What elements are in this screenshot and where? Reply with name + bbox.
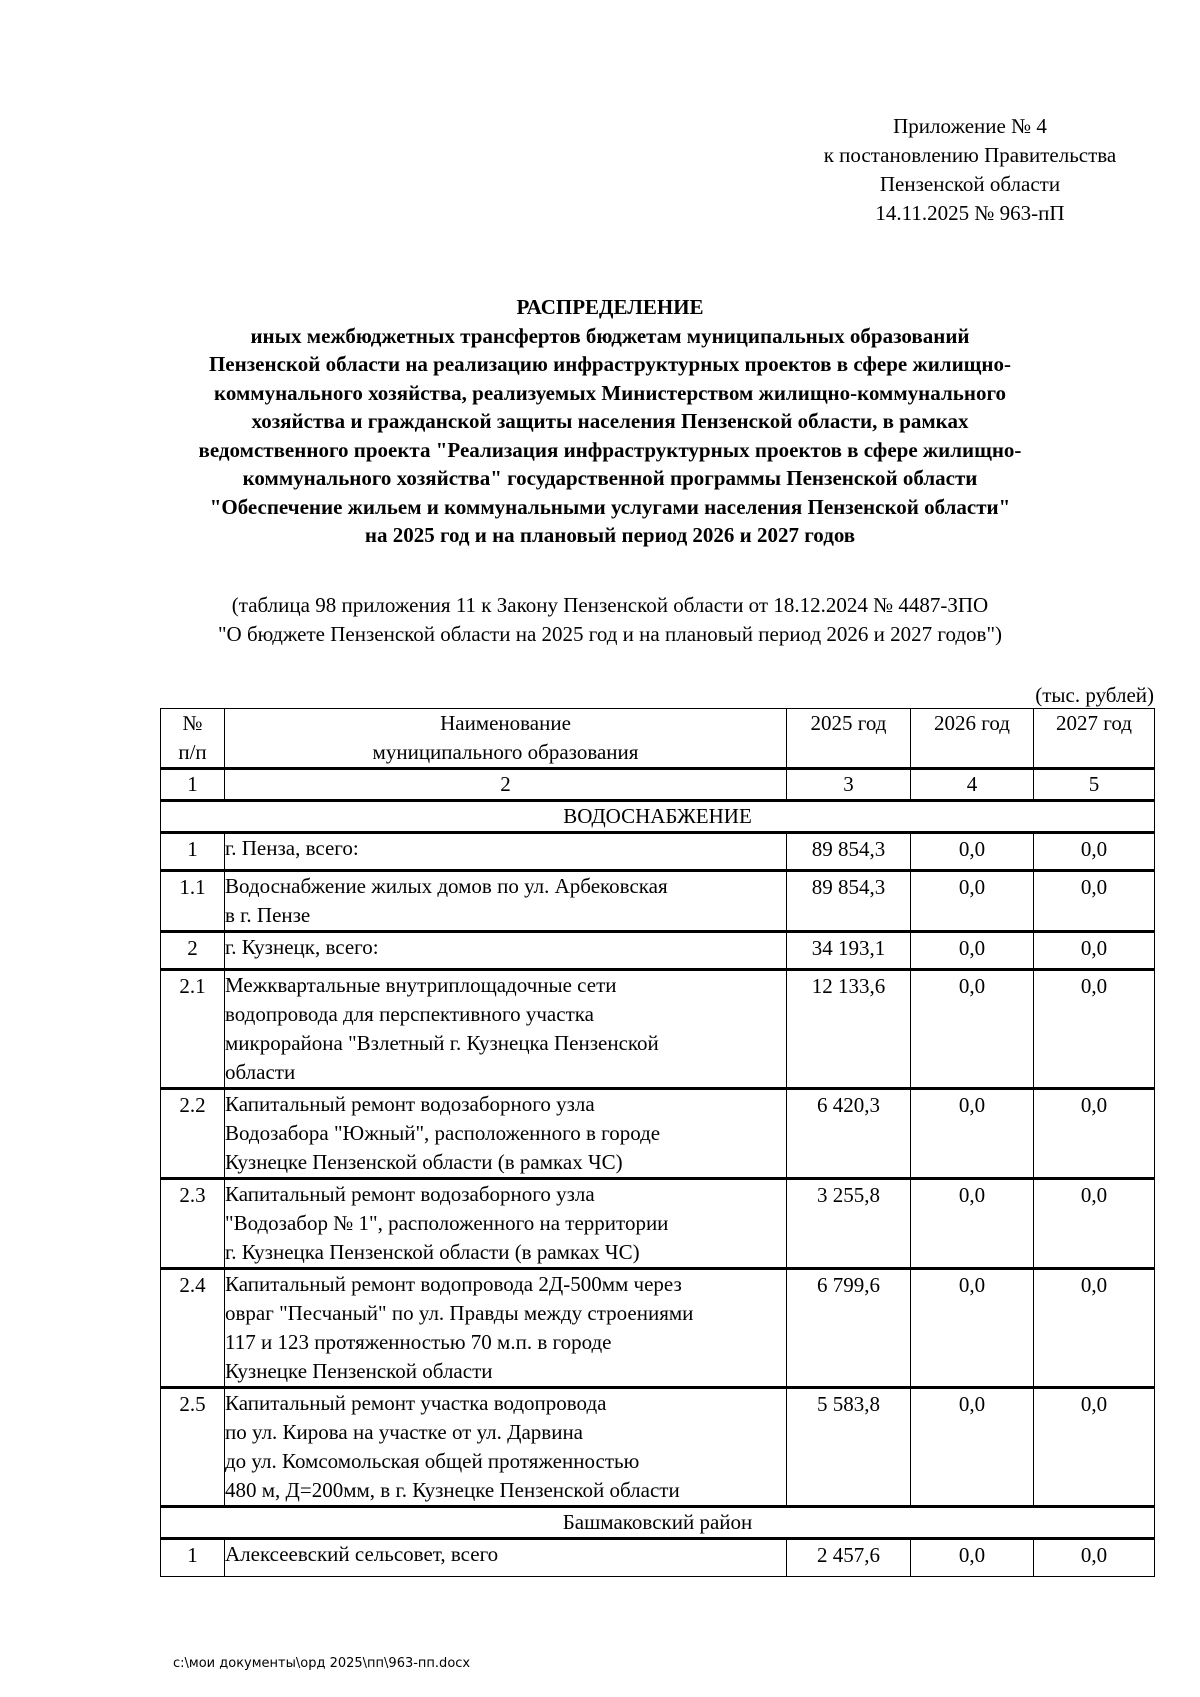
amount-text: 0,0 <box>958 936 986 960</box>
row-number-text: 2 <box>187 936 198 960</box>
row-number <box>161 833 225 871</box>
row-number-text: 2.1 <box>179 974 206 998</box>
amount-2026 <box>911 871 1034 932</box>
title-line: "Обеспечение жильем и коммунальными услугами населения Пензенской области" <box>209 494 1011 519</box>
header-2027: 2027 год <box>1034 709 1155 769</box>
table-row <box>161 1388 1155 1507</box>
units-label: (тыс. рублей) <box>1035 683 1154 707</box>
row-number-text: 2.3 <box>179 1183 206 1207</box>
row-number-text: 1 <box>187 837 198 861</box>
name-line: водопровода для перспективного участка <box>225 1002 594 1026</box>
name-line: по ул. Кирова на участке от ул. Дарвина <box>225 1420 584 1444</box>
source-line: "О бюджете Пензенской области на 2025 год и на плановый период 2026 и 2027 годов") <box>217 622 1003 646</box>
table-row <box>161 1269 1155 1388</box>
header-num-line: № <box>182 711 203 735</box>
col-number: 4 <box>911 769 1034 801</box>
name-line: области <box>225 1060 296 1084</box>
title-line: на 2025 год и на плановый период 2026 и 2027 годов <box>364 523 856 547</box>
table-row <box>161 970 1155 1089</box>
row-number <box>161 970 225 1089</box>
name-line: "Водозабор № 1", расположенного на территории <box>225 1211 669 1235</box>
section-title: ВОДОСНАБЖЕНИЕ <box>161 801 1155 833</box>
amount-text: 0,0 <box>958 1183 986 1207</box>
name-line: микрорайона "Взлетный г. Кузнецка Пензенской <box>225 1031 659 1055</box>
amount-2027 <box>1034 833 1155 871</box>
name-line: 480 м, Д=200мм, в г. Кузнецке Пензенской области <box>225 1478 680 1502</box>
name-line: г. Кузнецк, всего: <box>225 935 379 959</box>
amount-2025 <box>787 932 911 970</box>
amount-text: 0,0 <box>1080 1273 1108 1297</box>
amount-text: 0,0 <box>1080 837 1108 861</box>
amount-2027 <box>1034 1388 1155 1507</box>
name-line: Межквартальные внутриплощадочные сети <box>225 973 617 997</box>
document-title <box>150 293 1070 550</box>
table-row <box>161 932 1155 970</box>
amount-2027 <box>1034 1269 1155 1388</box>
amount-text: 89 854,3 <box>811 837 886 861</box>
row-number <box>161 932 225 970</box>
name-line: Алексеевский сельсовет, всего <box>225 1542 499 1566</box>
title-line: коммунального хозяйства" государственной программы Пензенской области <box>242 466 978 490</box>
name-line: Капитальный ремонт участка водопровода <box>225 1391 607 1415</box>
name-line: Кузнецке Пензенской области <box>225 1359 493 1383</box>
header-name-line: муниципального образования <box>372 740 639 764</box>
amount-2025 <box>787 970 911 1089</box>
amount-text: 2 457,6 <box>817 1543 880 1567</box>
header-2025: 2025 год <box>787 709 911 769</box>
municipality-name <box>225 932 787 970</box>
title-line: хозяйства и гражданской защиты населения Пензенской области, в рамках <box>251 409 969 433</box>
amount-2027 <box>1034 970 1155 1089</box>
table-row <box>161 871 1155 932</box>
municipality-name <box>225 1539 787 1577</box>
row-number <box>161 1269 225 1388</box>
amount-2027 <box>1034 871 1155 932</box>
amount-text: 12 133,6 <box>811 974 886 998</box>
amount-2025 <box>787 871 911 932</box>
amount-text: 0,0 <box>1080 936 1108 960</box>
amount-2025 <box>787 1539 911 1577</box>
amount-2027 <box>1034 1539 1155 1577</box>
municipality-name <box>225 1269 787 1388</box>
distribution-table <box>160 708 1155 1577</box>
column-number-row <box>161 769 1155 801</box>
title-line: Пензенской области на реализацию инфраструктурных проектов в сфере жилищно- <box>208 352 1012 376</box>
col-number: 2 <box>225 769 787 801</box>
name-line: Кузнецке Пензенской области (в рамках ЧС) <box>225 1150 623 1174</box>
appendix-block <box>770 112 1170 228</box>
appendix-date: 14.11.2025 № 963-пП <box>875 201 1065 225</box>
source-line: (таблица 98 приложения 11 к Закону Пензенской области от 18.12.2024 № 4487-ЗПО <box>231 593 989 617</box>
table-row <box>161 1179 1155 1269</box>
amount-2026 <box>911 1179 1034 1269</box>
municipality-name <box>225 871 787 932</box>
municipality-name <box>225 970 787 1089</box>
amount-text: 89 854,3 <box>811 875 886 899</box>
amount-2027 <box>1034 1089 1155 1179</box>
header-2026: 2026 год <box>911 709 1034 769</box>
name-line: Капитальный ремонт водозаборного узла <box>225 1092 595 1116</box>
amount-2026 <box>911 1269 1034 1388</box>
row-number-text: 2.4 <box>179 1273 206 1297</box>
title-heading: РАСПРЕДЕЛЕНИЕ <box>516 295 704 319</box>
municipality-name <box>225 1388 787 1507</box>
amount-2025 <box>787 1179 911 1269</box>
amount-text: 0,0 <box>958 1273 986 1297</box>
amount-text: 0,0 <box>1080 1543 1108 1567</box>
appendix-ref: к постановлению Правительства <box>823 143 1117 167</box>
amount-text: 0,0 <box>1080 875 1108 899</box>
title-line: коммунального хозяйства, реализуемых Министерством жилищно-коммунального <box>214 380 1006 405</box>
table-row <box>161 1539 1155 1577</box>
header-num-line: п/п <box>178 740 207 764</box>
amount-text: 6 420,3 <box>817 1093 880 1117</box>
section-row <box>161 801 1155 833</box>
amount-text: 0,0 <box>958 837 986 861</box>
file-path-footer: c:\мои документы\орд 2025\пп\963-пп.docx <box>173 1656 471 1671</box>
name-line: в г. Пензе <box>225 903 311 927</box>
table-row <box>161 833 1155 871</box>
row-number <box>161 1089 225 1179</box>
amount-text: 5 583,8 <box>817 1392 880 1416</box>
header-name-line: Наименование <box>440 711 571 735</box>
amount-2027 <box>1034 932 1155 970</box>
amount-text: 34 193,1 <box>811 936 886 960</box>
municipality-name <box>225 1089 787 1179</box>
amount-text: 0,0 <box>958 1392 986 1416</box>
name-line: г. Пенза, всего: <box>225 836 359 860</box>
municipality-name <box>225 833 787 871</box>
row-number-text: 1.1 <box>179 875 206 899</box>
header-name <box>225 709 787 769</box>
name-line: Водоснабжение жилых домов по ул. Арбековская <box>225 874 668 898</box>
amount-text: 0,0 <box>1080 1392 1108 1416</box>
amount-text: 0,0 <box>958 1543 986 1567</box>
row-number <box>161 871 225 932</box>
amount-text: 0,0 <box>958 1093 986 1117</box>
amount-text: 0,0 <box>1080 1183 1108 1207</box>
row-number <box>161 1539 225 1577</box>
amount-2026 <box>911 970 1034 1089</box>
title-line: ведомственного проекта "Реализация инфраструктурных проектов в сфере жилищно- <box>198 437 1022 462</box>
amount-text: 0,0 <box>1080 1093 1108 1117</box>
name-line: овраг "Песчаный" по ул. Правды между строениями <box>225 1301 694 1325</box>
name-line: 117 и 123 протяженностью 70 м.п. в городе <box>225 1330 612 1354</box>
row-number-text: 1 <box>187 1543 198 1567</box>
col-number: 1 <box>161 769 225 801</box>
amount-2026 <box>911 1539 1034 1577</box>
amount-text: 0,0 <box>1080 974 1108 998</box>
appendix-region: Пензенской области <box>879 172 1061 196</box>
name-line: Капитальный ремонт водопровода 2Д-500мм через <box>225 1272 682 1296</box>
amount-2025 <box>787 833 911 871</box>
row-number-text: 2.2 <box>179 1093 206 1117</box>
col-number: 3 <box>787 769 911 801</box>
amount-2025 <box>787 1269 911 1388</box>
amount-2025 <box>787 1388 911 1507</box>
col-number: 5 <box>1034 769 1155 801</box>
name-line: до ул. Комсомольская общей протяженностью <box>225 1449 640 1473</box>
row-number <box>161 1179 225 1269</box>
amount-text: 3 255,8 <box>817 1183 880 1207</box>
section-row <box>161 1507 1155 1539</box>
name-line: Водозабора "Южный", расположенного в городе <box>225 1121 661 1145</box>
name-line: г. Кузнецка Пензенской области (в рамках ЧС) <box>225 1240 640 1264</box>
table-header-row <box>161 709 1155 769</box>
municipality-name <box>225 1179 787 1269</box>
table-row <box>161 1089 1155 1179</box>
row-number <box>161 1388 225 1507</box>
appendix-number: Приложение № 4 <box>893 114 1047 138</box>
amount-text: 6 799,6 <box>817 1273 880 1297</box>
amount-2026 <box>911 1388 1034 1507</box>
amount-2026 <box>911 932 1034 970</box>
amount-2026 <box>911 1089 1034 1179</box>
source-reference <box>150 591 1070 649</box>
amount-2025 <box>787 1089 911 1179</box>
amount-2027 <box>1034 1179 1155 1269</box>
header-num <box>161 709 225 769</box>
name-line: Капитальный ремонт водозаборного узла <box>225 1182 595 1206</box>
amount-text: 0,0 <box>958 875 986 899</box>
amount-2026 <box>911 833 1034 871</box>
row-number-text: 2.5 <box>179 1392 206 1416</box>
section-title: Башмаковский район <box>161 1507 1155 1539</box>
amount-text: 0,0 <box>958 974 986 998</box>
title-line: иных межбюджетных трансфертов бюджетам муниципальных образований <box>250 323 970 348</box>
